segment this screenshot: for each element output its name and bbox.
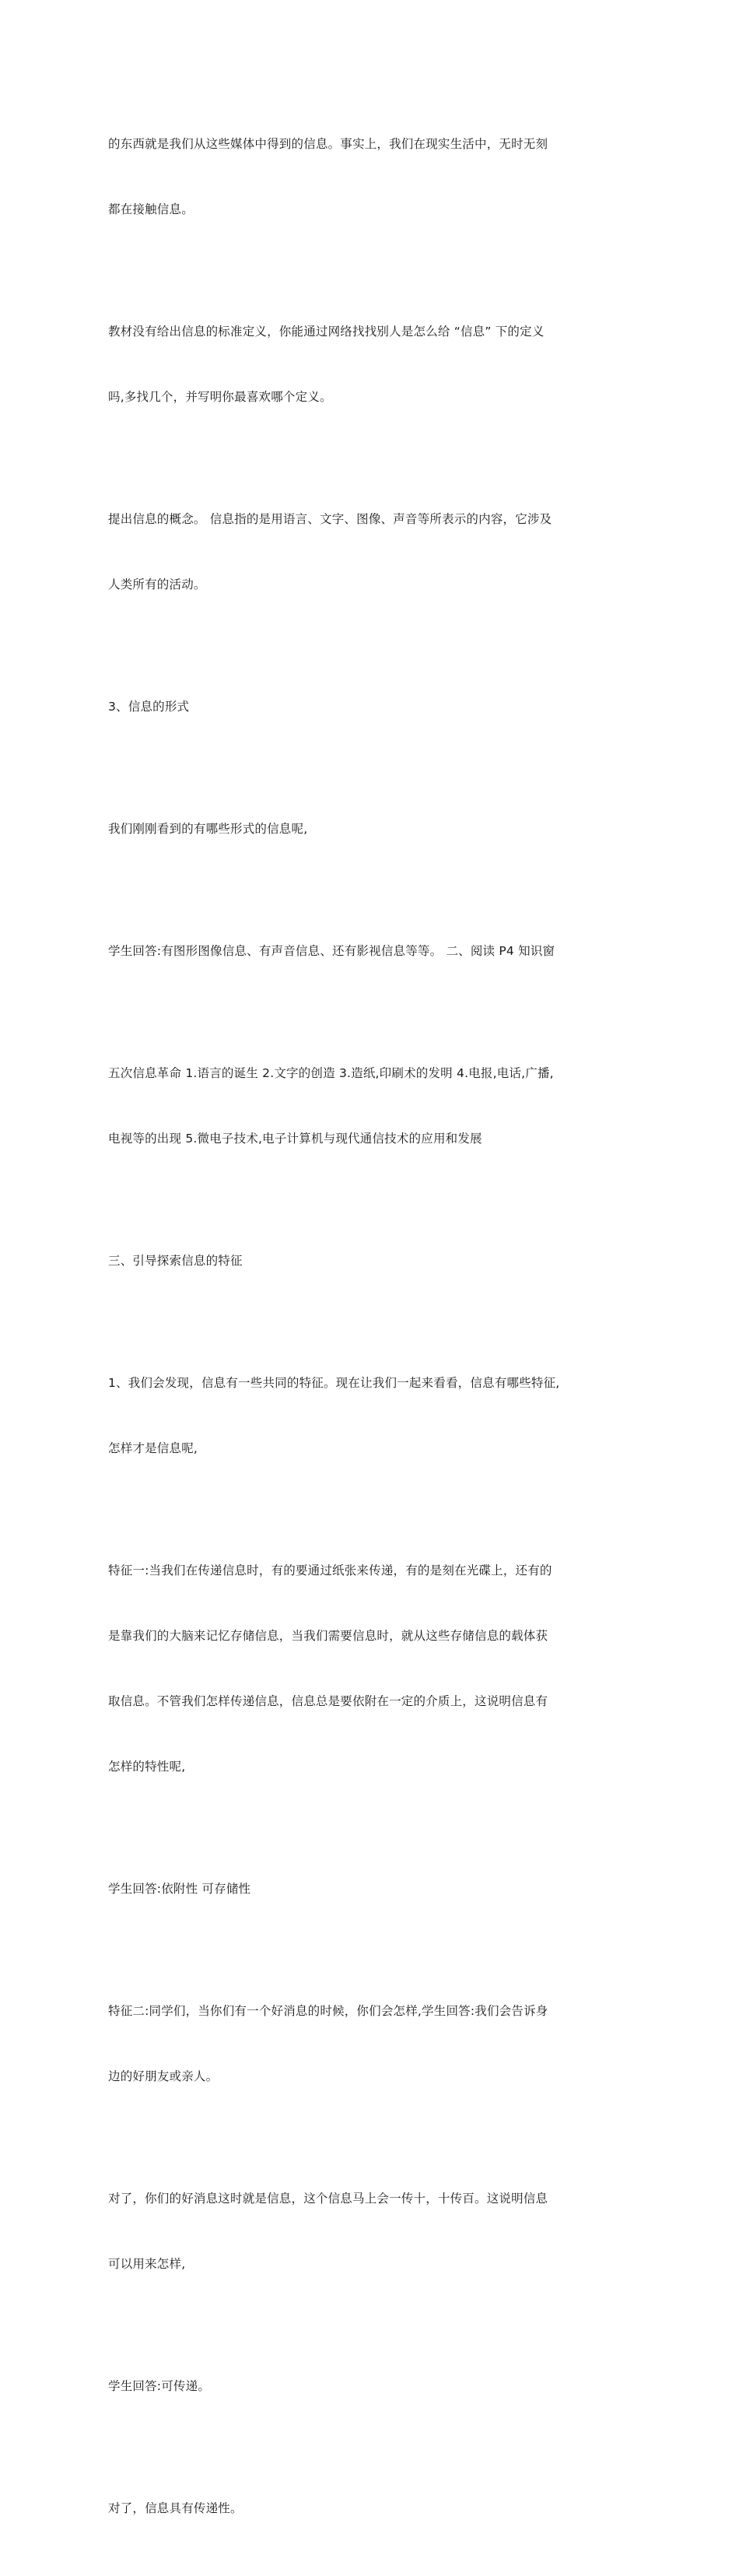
paragraph-student-answer-dependency [108,1834,640,1943]
paragraph-feature-two [108,1957,640,2131]
paragraph-forms-question [108,774,640,883]
text-line: 对了，信息具有传递性。 [108,2501,243,2515]
paragraph-definition-task [108,277,640,451]
section-heading-information-forms [108,652,640,761]
text-line: 取信息。不管我们怎样传递信息，信息总是要依附在一定的介质上，这说明信息有 [108,1694,548,1708]
paragraph-information-revolutions [108,1019,640,1193]
text-line: 都在接触信息。 [108,202,194,216]
paragraph-transferability-conclusion [108,2454,640,2563]
section-heading-information-features [108,1206,640,1315]
paragraph-student-answer-transferable [108,2332,640,2441]
paragraph-features-intro [108,1328,640,1503]
text-line: 学生回答:可传递。 [108,2379,211,2393]
text-line: 怎样才是信息呢, [108,1441,198,1455]
text-line: 学生回答:依附性 可存储性 [108,1882,251,1896]
paragraph-media-information [108,89,640,264]
paragraph-good-news [108,2144,640,2318]
text-line: 怎样的特性呢, [108,1760,186,1774]
text-line: 的东西就是我们从这些媒体中得到的信息。事实上，我们在现实生活中，无时无刻 [108,137,548,151]
text-line: 对了，你们的好消息这时就是信息，这个信息马上会一传十，十传百。这说明信息 [108,2192,548,2206]
text-line: 特征一:当我们在传递信息时，有的要通过纸张来传递，有的是刻在光碟上，还有的 [108,1563,552,1578]
text-line: 吗,多找几个，并写明你最喜欢哪个定义。 [108,390,332,404]
text-line: 教材没有给出信息的标准定义，你能通过网络找找别人是怎么给 “信息” 下的定义 [108,325,545,339]
text-line: 是靠我们的大脑来记忆存储信息，当我们需要信息时，就从这些存储信息的载体获 [108,1629,548,1643]
text-line: 边的好朋友或亲人。 [108,2069,219,2083]
text-line: 可以用来怎样, [108,2257,186,2271]
paragraph-student-answer-forms [108,897,640,1005]
text-line: 学生回答:有图形图像信息、有声音信息、还有影视信息等等。 二、阅读 P4 知识窗 [108,944,555,958]
text-line: 三、引导探索信息的特征 [108,1254,243,1268]
text-line: 特征二:同学们，当你们有一个好消息的时候，你们会怎样,学生回答:我们会告诉身 [108,2004,548,2018]
document-body [108,89,640,2576]
text-line: 提出信息的概念。 信息指的是用语言、文字、图像、声音等所表示的内容，它涉及 [108,512,552,526]
text-line: 五次信息革命 1.语言的诞生 2.文字的创造 3.造纸,印刷术的发明 4.电报,电话,广播, [108,1066,554,1080]
text-line: 3、信息的形式 [108,700,190,714]
text-line: 电视等的出现 5.微电子技术,电子计算机与现代通信技术的应用和发展 [108,1132,482,1146]
text-line: 我们刚刚看到的有哪些形式的信息呢, [108,822,308,836]
text-line: 1、我们会发现，信息有一些共同的特征。现在让我们一起来看看，信息有哪些特征, [108,1376,560,1390]
text-line: 人类所有的活动。 [108,577,206,591]
paragraph-feature-one [108,1516,640,1821]
paragraph-information-concept [108,465,640,639]
